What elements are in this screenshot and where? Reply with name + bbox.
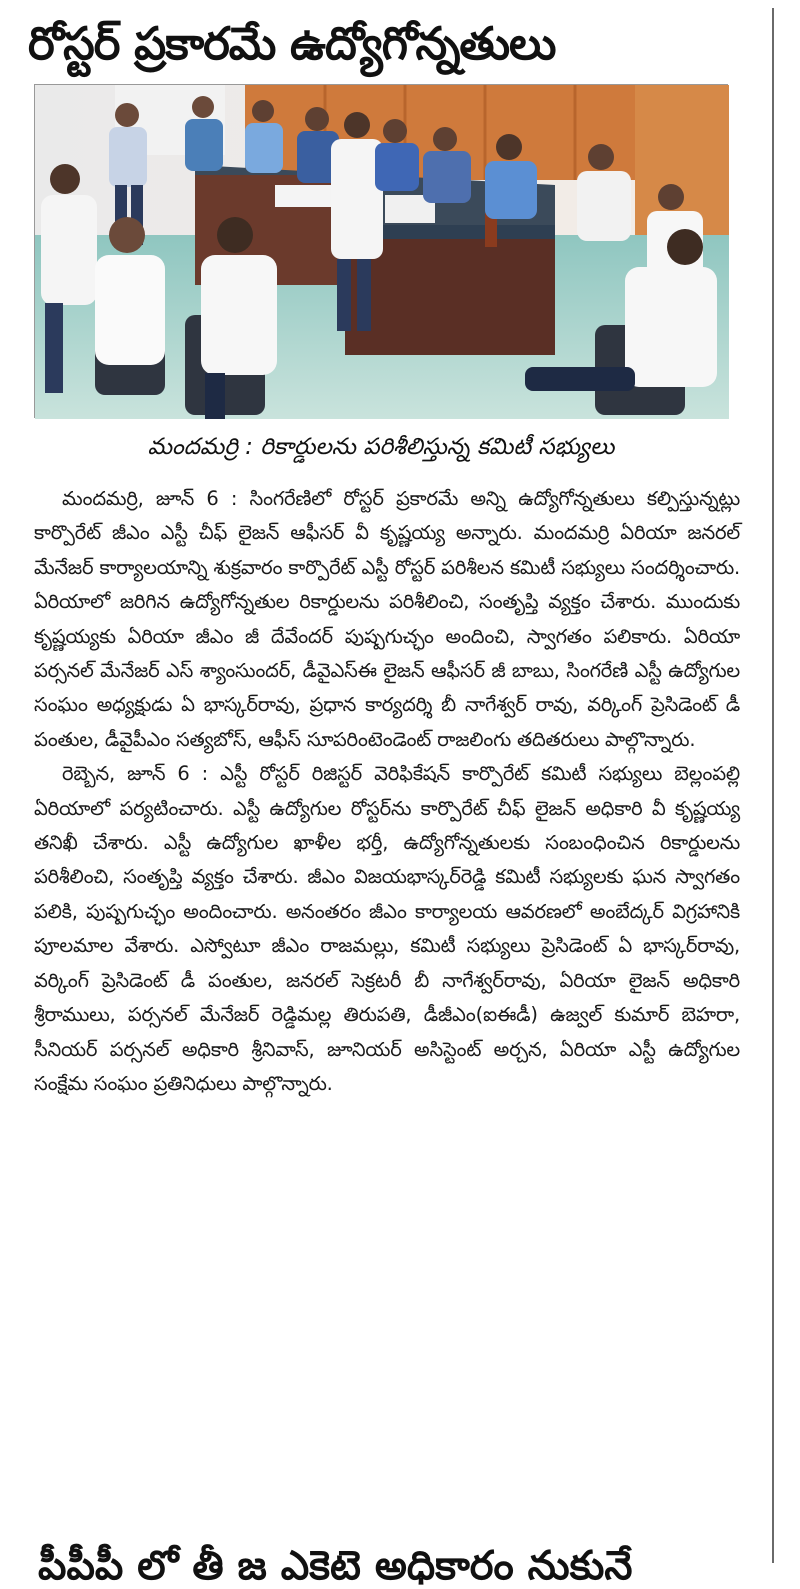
article-paragraph-mandamarri: మందమర్రి, జూన్ 6 : సింగరేణిలో రోస్టర్ ప్రకారమే అన్ని ఉద్యోగోన్నతులు కల్పిస్తున్నట్లు కార్పొరేట్ జీఎం ఎస్టీ చీఫ్ లైజన్ ఆఫీసర్ వీ కృష్ణయ్య అన్నారు. మందమర్రి ఏరియా జనరల్ మేనేజర్ కార్యాలయాన్ని శుక్రవారం కార్పొరేట్ ఎస్టీ రోస్టర్ పరిశీలన కమిటీ సభ్యులు సందర్శించారు. ఏరియాలో జరిగిన ఉద్యోగోన్నతుల రికార్డులను పరిశీలించి, సంతృప్తి వ్యక్తం చేశారు. ముందుకు కృష్ణయ్యకు ఏరియా జీఎం జీ దేవేందర్ పుష్పగుచ్ఛం అందించి, స్వాగతం పలికారు. ఏరియా పర్సనల్ మేనేజర్ ఎస్ శ్యాంసుందర్, డీవైఎస్ఈ లైజన్ ఆఫీసర్ జీ బాబు, సింగరేణి ఎస్టీ ఉద్యోగుల సంఘం అధ్యక్షుడు ఏ భాస్కర్‌రావు, ప్రధాన కార్యదర్శి బీ నాగేశ్వర్ రావు, వర్కింగ్ ప్రెసిడెంట్ డీ పంతుల, డీవైపీఎం సత్యబోస్, ఆఫీస్ సూపరింటెండెంట్ రాజలింగు తదితరులు పాల్గొన్నారు.: [34, 487, 740, 751]
article-body: [34, 482, 740, 1101]
article-paragraph-rebbena: రెబ్బెన, జూన్ 6 : ఎస్టీ రోస్టర్ రిజిస్టర్ వెరిఫికేషన్ కార్పొరేట్ కమిటీ సభ్యులు బెల్లంపల్లి ఏరియాలో పర్యటించారు. ఎస్టీ ఉద్యోగుల రోస్టర్‌ను కార్పొరేట్ చీఫ్ లైజన్ అధికారి వీ కృష్ణయ్య తనిఖీ చేశారు. ఎస్టీ ఉద్యోగుల ఖాళీల భర్తీ, ఉద్యోగోన్నతులకు సంబంధించిన రికార్డులను పరిశీలించి, సంతృప్తి వ్యక్తం చేశారు. జీఎం విజయభాస్కర్‌రెడ్డి కమిటీ సభ్యులకు ఘన స్వాగతం పలికి, పుష్పగుచ్ఛం అందించారు. అనంతరం జీఎం కార్యాలయ ఆవరణలో అంబేద్కర్ విగ్రహానికి పూలమాల వేశారు. ఎస్వోటూ జీఎం రాజమల్లు, కమిటీ సభ్యులు ప్రెసిడెంట్ ఏ భాస్కర్‌రావు, వర్కింగ్ ప్రెసిడెంట్ డీ పంతుల, జనరల్ సెక్రటరీ బీ నాగేశ్వర్‌రావు, ఏరియా లైజన్ అధికారి శ్రీరాములు, పర్సనల్ మేనేజర్ రెడ్డిమల్ల తిరుపతి, డీజీఎం(ఐఈడీ) ఉజ్వల్ కుమార్ బెహరా, సీనియర్ పర్సనల్ అధికారి శ్రీనివాస్, జూనియర్ అసిస్టెంట్ అర్చన, ఏరియా ఎస్టీ ఉద్యోగుల సంక్షేమ సంఘం ప్రతినిధులు పాల్గొన్నారు.: [34, 762, 740, 1095]
article-headline: రోస్టర్ ప్రకారమే ఉద్యోగోన్నతులు: [28, 17, 556, 70]
next-headline-text: పీపీపీ లో తీ జ ఎకెటె అధికారం నుకునే: [38, 1543, 633, 1589]
news-photo: [34, 84, 728, 418]
meeting-photo-illustration: [35, 85, 729, 419]
column-rule: [772, 8, 774, 1563]
next-article-headline-cropped: [38, 1543, 758, 1589]
photo-caption: మందమర్రి : రికార్డులను పరిశీలిస్తున్న కమిటీ సభ్యులు: [147, 434, 615, 460]
